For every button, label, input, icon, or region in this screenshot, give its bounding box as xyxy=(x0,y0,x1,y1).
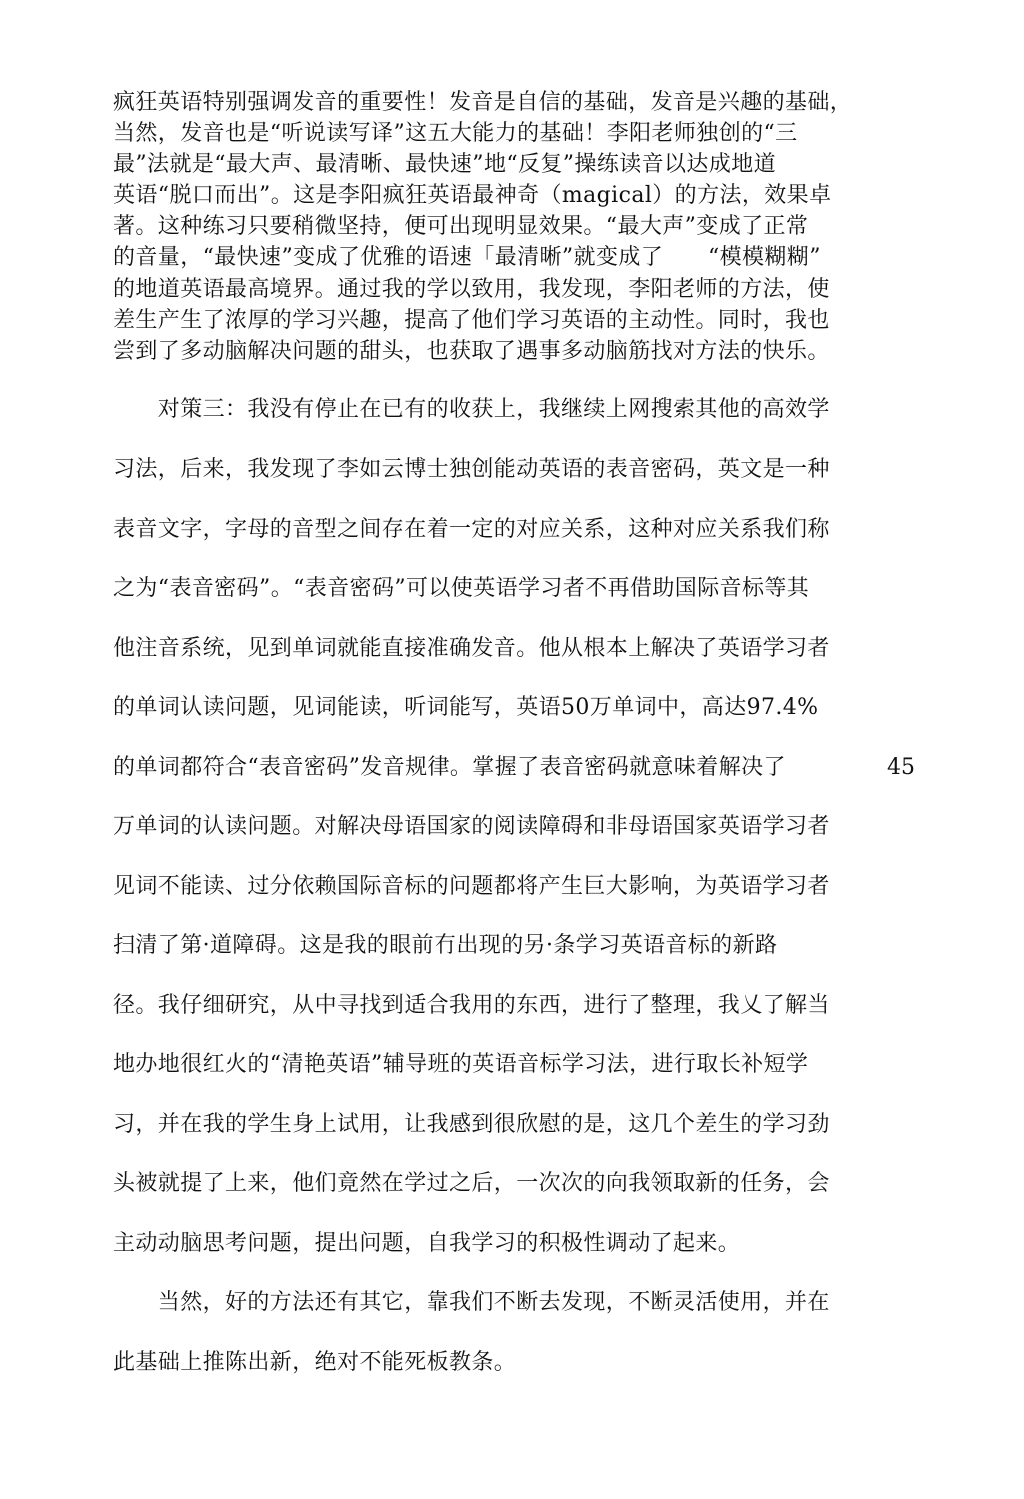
paragraph-2-line: 径。我仔细研究，从中寻找到适合我用的东西，进行了整理，我乂了解当 xyxy=(113,993,830,1018)
paragraph-1-line: 疯狂英语特别强调发音的重要性！发音是自信的基础，发音是兴趣的基础， xyxy=(113,90,853,115)
paragraph-2-line: 习，并在我的学生身上试用，让我感到很欣慰的是，这几个差生的学习劲 xyxy=(113,1112,830,1137)
paragraph-2-line: 头被就提了上来，他们竟然在学过之后，一次次的向我领取新的任务，会 xyxy=(113,1171,830,1196)
paragraph-2-line: 对策三：我没有停止在已有的收获上，我继续上网搜索其他的高效学 xyxy=(113,397,830,422)
paragraph-1-line: 著。这种练习只要稍微坚持，便可出现明显效果。“最大声”变成了正常 xyxy=(113,214,809,239)
paragraph-2-trailing-number: 45 xyxy=(887,755,915,780)
paragraph-3-line: 此基础上推陈出新，绝对不能死板教条。 xyxy=(113,1350,517,1375)
paragraph-2-line: 之为“表音密码”。“表音密码”可以使英语学习者不再借助国际音标等其 xyxy=(113,576,810,601)
paragraph-2-line: 的单词都符合“表音密码”发音规律。掌握了表音密码就意味着解决了 xyxy=(113,755,786,780)
paragraph-1-line: 尝到了多动脑解决问题的甜头，也获取了遇事多动脑筋找对方法的快乐。 xyxy=(113,339,830,364)
paragraph-1-line: 当然，发音也是“听说读写译”这五大能力的基础！李阳老师独创的“三 xyxy=(113,121,798,146)
paragraph-1-line: 英语“脱口而出”。这是李阳疯狂英语最神奇（magical）的方法，效果卓 xyxy=(113,183,832,208)
paragraph-1-line: 的地道英语最高境界。通过我的学以致用，我发现，李阳老师的方法，使 xyxy=(113,277,830,302)
paragraph-1-line: 差生产生了浓厚的学习兴趣，提高了他们学习英语的主动性。同时，我也 xyxy=(113,308,830,333)
paragraph-1-line: 的音量，“最快速”变成了优雅的语速「最清晰”就变成了 “模模糊糊” xyxy=(113,245,821,270)
paragraph-2-line: 见词不能读、过分依赖国际音标的问题都将产生巨大影响，为英语学习者 xyxy=(113,874,830,899)
paragraph-2-line: 地办地很红火的“清艳英语”辅导班的英语音标学习法，进行取长补短学 xyxy=(113,1052,809,1077)
paragraph-2-line: 表音文字，字母的音型之间存在着一定的对应关系，这种对应关系我们称 xyxy=(113,517,830,542)
paragraph-3-line: 当然，好的方法还有其它，靠我们不断去发现，不断灵活使用，并在 xyxy=(113,1290,830,1315)
paragraph-2-line: 习法，后来，我发现了李如云博士独创能动英语的表音密码，英文是一种 xyxy=(113,457,830,482)
paragraph-1-line: 最”法就是“最大声、最清晰、最快速”地“反复”操练读音以达成地道 xyxy=(113,152,777,177)
paragraph-2-line: 的单词认读问题，见词能读，听词能写，英语50万单词中，高达97.4% xyxy=(113,695,819,720)
paragraph-2-line: 扫清了第·道障碍。这是我的眼前冇出现的另·条学习英语音标的新路 xyxy=(113,933,778,958)
paragraph-2-line: 万单词的认读问题。对解决母语国家的阅读障碍和非母语国家英语学习者 xyxy=(113,814,830,839)
paragraph-2-line: 主动动脑思考问题，提出问题，自我学习的积极性调动了起来。 xyxy=(113,1231,741,1256)
paragraph-2-line: 他注音系统，见到单词就能直接准确发音。他从根本上解决了英语学习者 xyxy=(113,636,830,661)
